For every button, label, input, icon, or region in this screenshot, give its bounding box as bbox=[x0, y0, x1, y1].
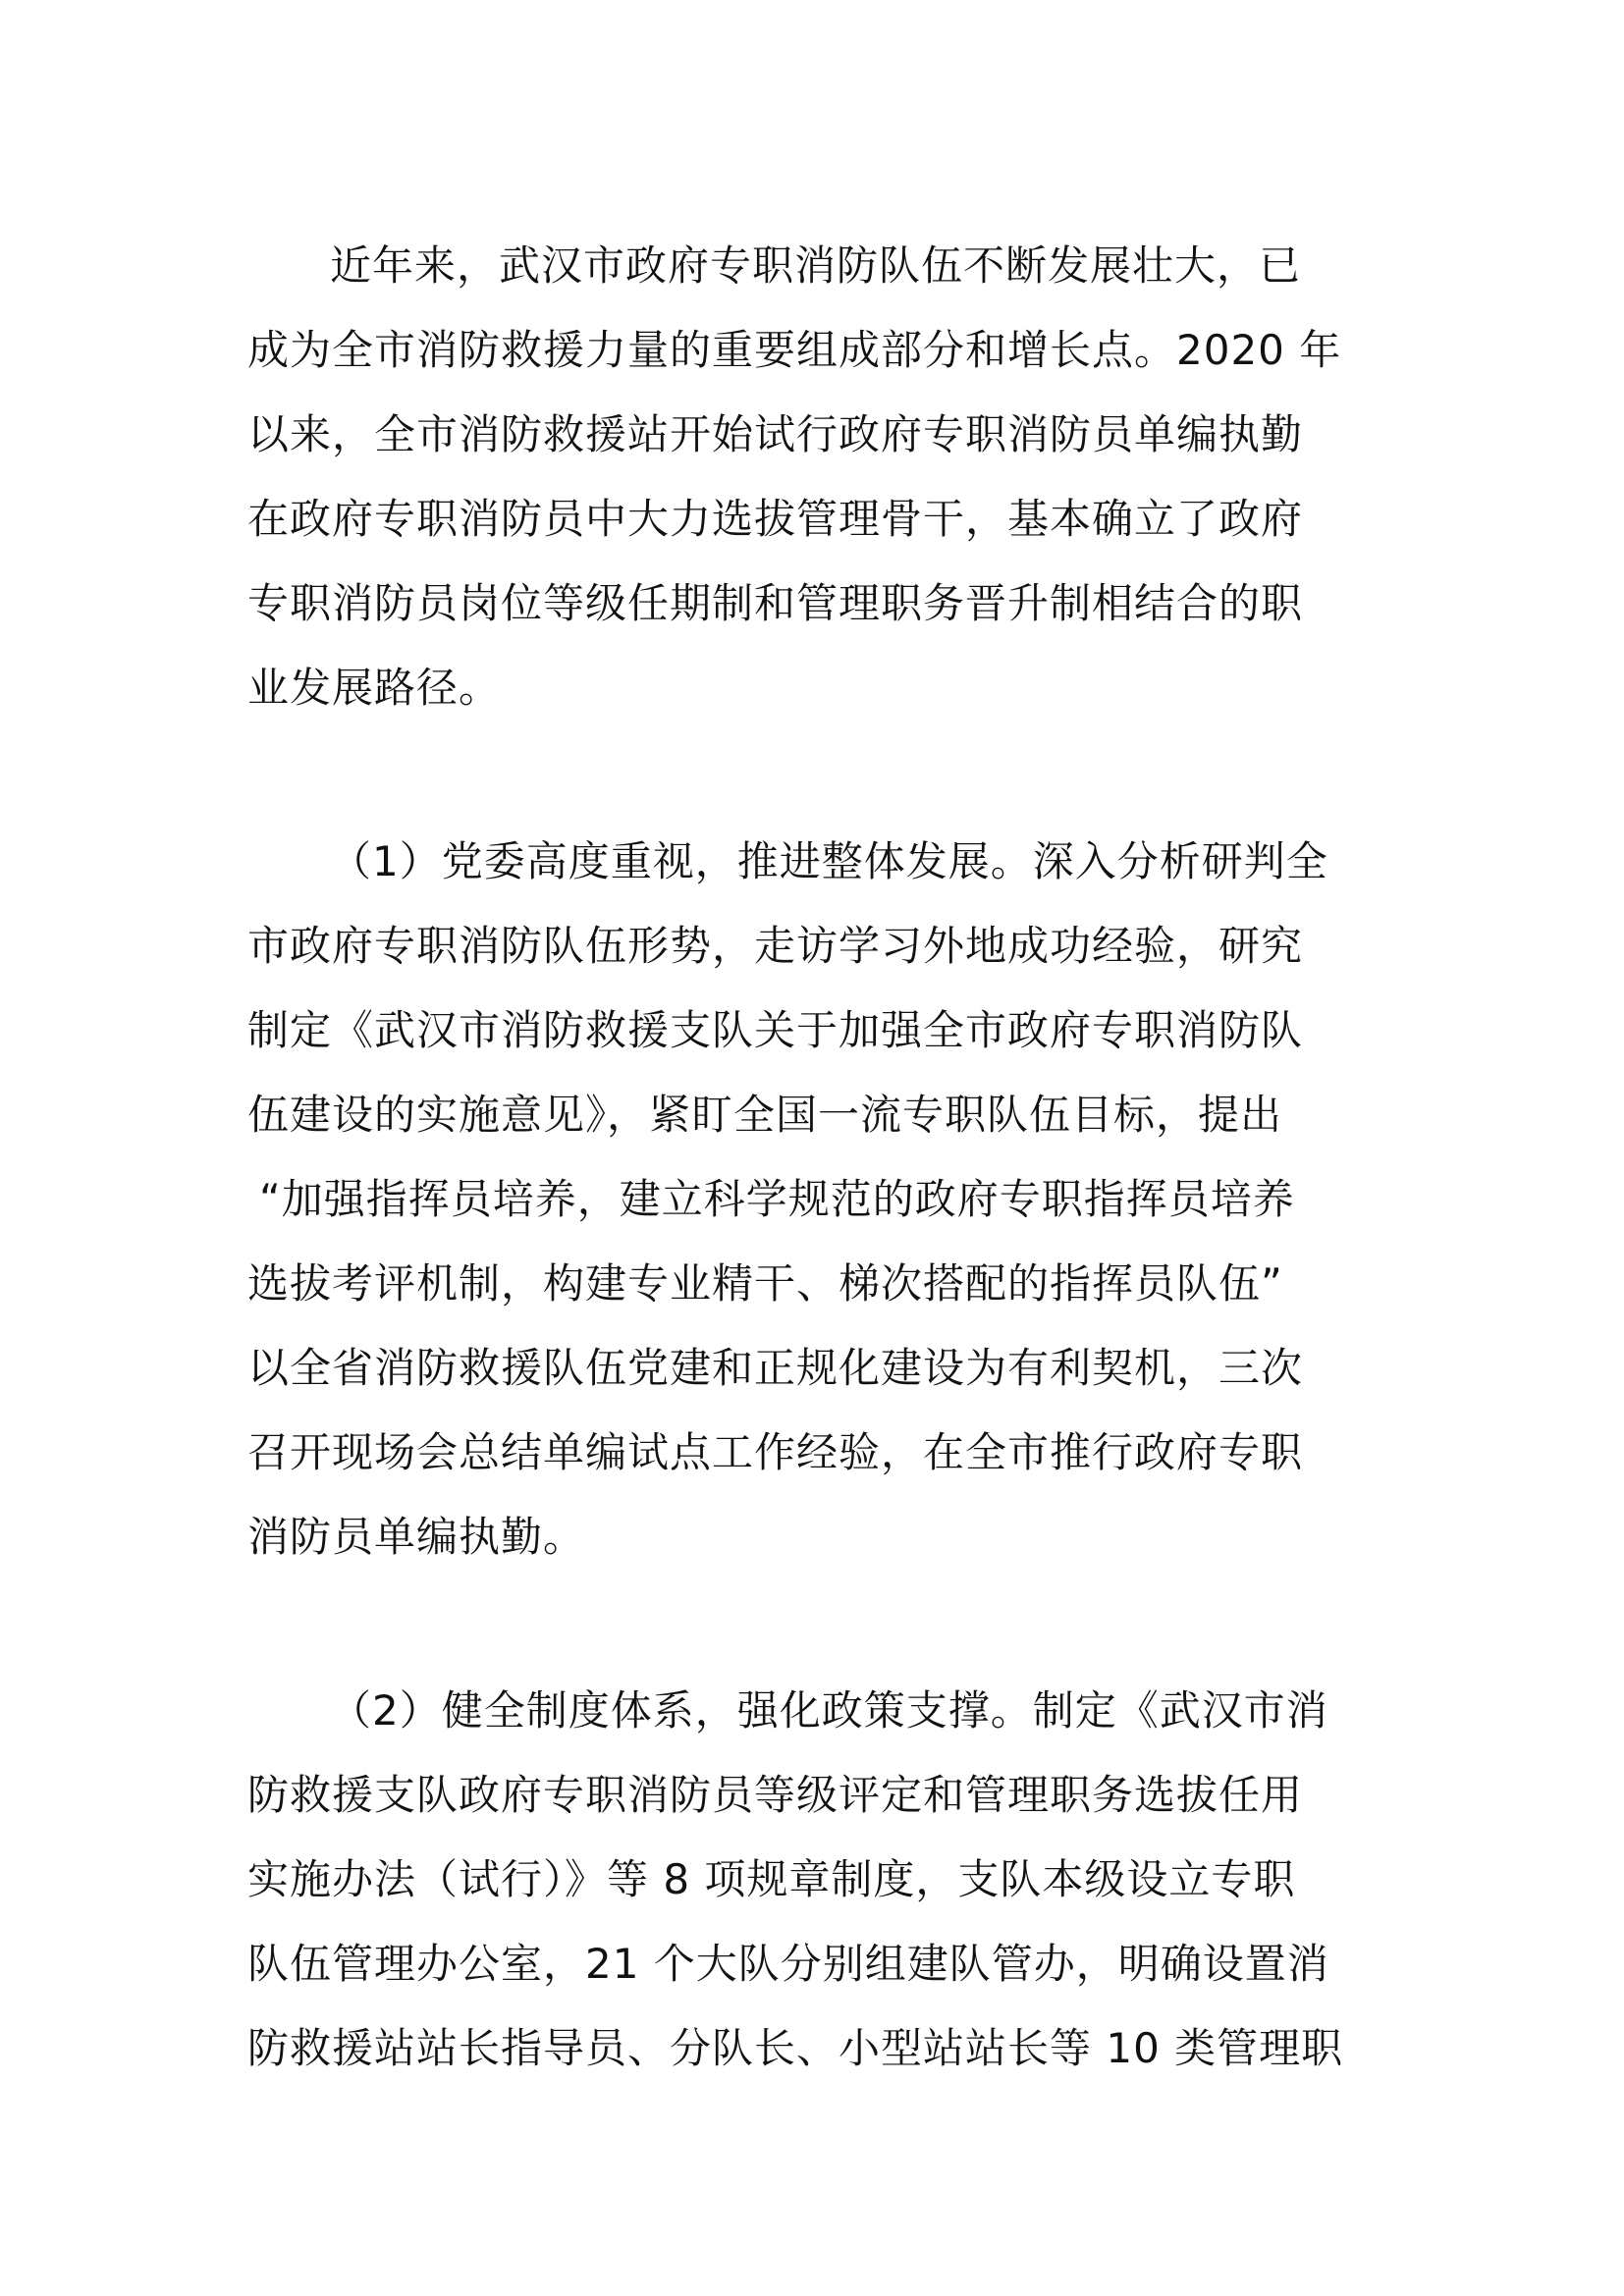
paragraph-1-line-6: 业发展路径。 bbox=[247, 664, 502, 712]
paragraph-2-line-4: 伍建设的实施意见》，紧盯全国一流专职队伍目标，提出 bbox=[247, 1091, 1283, 1139]
paragraph-3-line-5: 防救援站站长指导员、分队长、小型站站长等 10 类管理职 bbox=[247, 2024, 1344, 2072]
paragraph-3-line-4: 队伍管理办公室，21 个大队分别组建队管办，明确设置消 bbox=[247, 1940, 1329, 1988]
paragraph-2-line-2: 市政府专职消防队伍形势，走访学习外地成功经验，研究 bbox=[247, 922, 1304, 970]
paragraph-2-line-6: 选拔考评机制，构建专业精干、梯次搭配的指挥员队伍” bbox=[247, 1259, 1283, 1308]
paragraph-1-line-4: 在政府专职消防员中大力选拔管理骨干，基本确立了政府 bbox=[247, 495, 1304, 543]
paragraph-1-line-2: 成为全市消防救援力量的重要组成部分和增长点。2020 年 bbox=[247, 326, 1342, 374]
paragraph-3-line-3: 实施办法（试行）》等 8 项规章制度，支队本级设立专职 bbox=[247, 1855, 1296, 1903]
paragraph-1-line-1: 近年来，武汉市政府专职消防队伍不断发展壮大，已 bbox=[330, 241, 1302, 290]
paragraph-1-line-3: 以来，全市消防救援站开始试行政府专职消防员单编执勤 bbox=[247, 410, 1304, 458]
paragraph-2-line-8: 召开现场会总结单编试点工作经验，在全市推行政府专职 bbox=[247, 1428, 1304, 1476]
paragraph-2-line-9: 消防员单编执勤。 bbox=[247, 1513, 586, 1561]
paragraph-2-line-7: 以全省消防救援队伍党建和正规化建设为有利契机，三次 bbox=[247, 1344, 1304, 1392]
paragraph-1-line-5: 专职消防员岗位等级任期制和管理职务晋升制相结合的职 bbox=[247, 579, 1304, 627]
paragraph-2-line-1: （1）党委高度重视，推进整体发展。深入分析研判全 bbox=[330, 837, 1328, 885]
paragraph-3-line-2: 防救援支队政府专职消防员等级评定和管理职务选拔任用 bbox=[247, 1771, 1304, 1819]
paragraph-2-line-5: “加强指挥员培养，建立科学规范的政府专职指挥员培养 bbox=[259, 1175, 1295, 1223]
paragraph-3-line-1: （2）健全制度体系，强化政策支撑。制定《武汉市消 bbox=[330, 1686, 1328, 1735]
paragraph-2-line-3: 制定《武汉市消防救援支队关于加强全市政府专职消防队 bbox=[247, 1006, 1304, 1054]
